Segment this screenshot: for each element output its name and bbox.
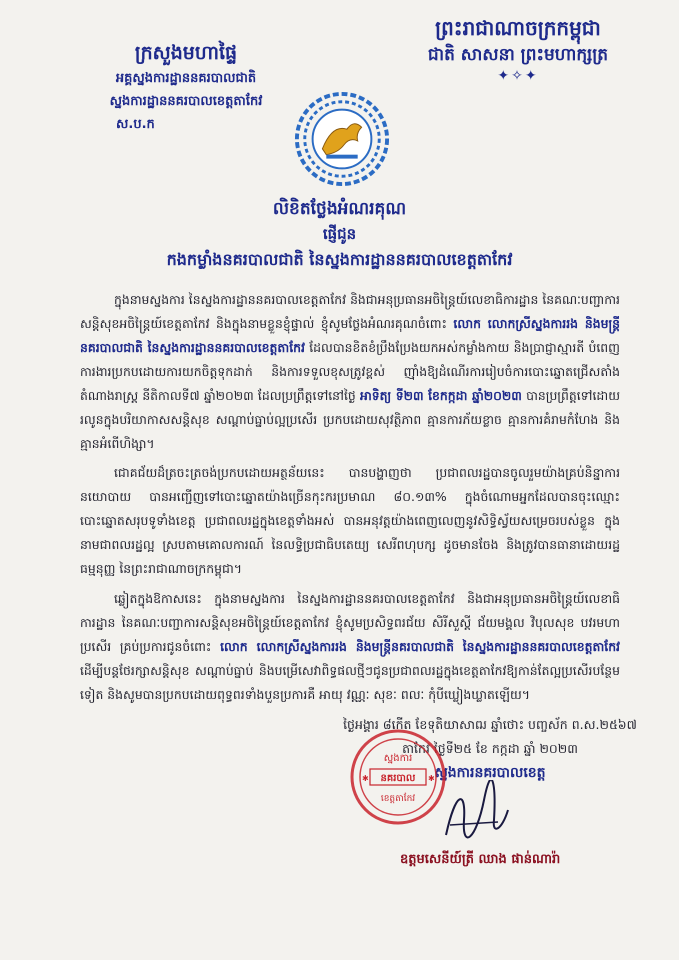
lunar-date: ថ្ងៃអង្គារ ៨កើត ខែទុតិយាសាឍ ឆ្នាំថោះ បញ្ចស័ក ព.ស.២៥៦៧ (343, 717, 637, 732)
paragraph-1-highlight: លោក លោកស្រីស្នងការរង និងមន្ត្រីនគរបាលជាតិ នៃស្នងការដ្ឋាននគរបាលខេត្តតាកែវ (80, 316, 620, 355)
letter-recipient: កងកម្លាំងនគរបាលជាតិ នៃស្នងការដ្ឋាននគរបាលខេត្តតាកែវ (166, 250, 513, 269)
paragraph-3 (80, 587, 620, 707)
handwritten-signature (436, 780, 516, 850)
paragraph-1-election-date: អាទិត្យ ទី២៣ ខែកក្កដា ឆ្នាំ២០២៣ (359, 388, 522, 403)
seal-text-top: ស្នងការ (383, 753, 413, 764)
solar-date: តាកែវ ថ្ងៃទី២៥ ខែ កក្កដា ឆ្នាំ ២០២៣ (402, 741, 578, 756)
kingdom-name: ព្រះរាជាណាចក្រកម្ពុជា (435, 16, 601, 40)
paragraph-3-text-a: ឆ្លៀតក្នុងឱកាសនេះ ក្នុងនាមស្នងការ នៃស្នងការដ្ឋាននគរបាលខេត្តតាកែវ និងជាអនុប្រធានអចិន្ត្រៃយ៍លេខាធិការដ្ឋាន នៃគណៈបញ្ជាការសន្តិសុខអចិន្ត្រៃយ៍ខេត្តតាកែវ ខ្ញុំសូមប្រសិទ្ធពរជ័យ សិរីសួស្ដី ជ័យមង្គល វិបុលសុខ បវរមហាប្រសើរ គ្រប់ប្រការជូនចំពោះ (80, 591, 620, 654)
ministry-name: ក្រសួងមហាផ្ទៃ (134, 42, 238, 64)
official-seal-stamp (348, 727, 448, 827)
svg-text:✱: ✱ (428, 774, 435, 783)
kingdom-header (403, 14, 633, 84)
paragraph-2 (80, 461, 620, 581)
paragraph-1-text-a: ក្នុងនាមស្នងការ នៃស្នងការដ្ឋាននគរបាលខេត្តតាកែវ និងជាអនុប្រធានអចិន្ត្រៃយ៍លេខាធិការដ្ឋាន នៃគណៈបញ្ជាការសន្តិសុខអចិន្ត្រៃយ៍ខេត្តតាកែវ និងក្នុងនាមខ្លួនខ្ញុំផ្ទាល់ ខ្ញុំសូមថ្លែងអំណរគុណចំពោះ (80, 292, 620, 331)
paragraph-1-text-b: ដែលបានខិតខំប្រឹងប្រែងយកអស់កម្លាំងកាយ និងប្រាជ្ញាស្មារតី បំពេញការងារប្រកបដោយការយកចិត្តទុកដាក់ និងការទទួលខុសត្រូវខ្ពស់ ញ៉ាំងឱ្យដំណើរការរៀបចំការបោះឆ្នោតជ្រើសតាំងតំណាងរាស្ត្រ នីតិកាលទី៧ ឆ្នាំ២០២៣ ដែលប្រព្រឹត្តទៅនៅថ្ងៃ (80, 340, 620, 403)
signer-name: ឧត្តមសេនីយ៍ត្រី ឈាង ផាន់ណារ៉ា (400, 852, 561, 867)
paragraph-3-text-b: ដើម្បីបន្តថែរក្សាសន្តិសុខ សណ្ដាប់ធ្នាប់ និងបម្រើសេវាពិទ្ធផលថ្មីៗជូនប្រជាពលរដ្ឋក្នុងខេត្តតាកែវឱ្យកាន់តែល្អប្រសើរបន្ថែមទៀត និងសូមបានប្រកបដោយពុទ្ធពរទាំងបួនប្រការគឺ អាយុ វណ្ណៈ សុខៈ ពលៈ កុំបីឃ្លៀងឃ្លាតឡើយ។ (80, 663, 620, 702)
letter-addressed-to: ផ្ញើជូន (322, 225, 357, 243)
seal-text-bottom: ខេត្តតាកែវ (380, 794, 416, 804)
paragraph-3-highlight-2: នៃស្នងការដ្ឋាននគរបាលខេត្តតាកែវ (462, 639, 620, 654)
paragraph-2-text: ជោគជ័យដ៏ត្រចះត្រចង់ប្រកបដោយអត្ថន័យនេះ បានបង្ហាញថា ប្រជាពលរដ្ឋបានចូលរួមយ៉ាងគ្រប់និន្នាការនយោបាយ បានអញ្ជើញទៅបោះឆ្នោតយ៉ាងច្រើនកុះករប្រមាណ ៨០.១៣% ក្នុងចំណោមអ្នកដែលបានចុះឈ្មោះបោះឆ្នោតសរុបទូទាំងខេត្ត ប្រជាពលរដ្ឋក្នុងខេត្តទាំងអស់ បានអនុវត្តយ៉ាងពេញលេញនូវសិទ្ធិស្វ័យសម្រេចរបស់ខ្លួន ក្នុងនាមជាពលរដ្ឋល្អ ស្របតាមគោលការណ៍ នៃលទ្ធិប្រជាធិបតេយ្យ សេរីពហុបក្ស ដូចមានចែង និងត្រូវបានធានាដោយរដ្ឋធម្មនុញ្ញ នៃព្រះរាជាណាចក្រកម្ពុជា។ (80, 465, 620, 576)
provincial-commissariat-name: ស្នងការដ្ឋាននគរបាលខេត្តតាកែវ (109, 94, 263, 109)
signing-office: ស្នងការនគរបាលខេត្ត (434, 765, 546, 781)
paragraph-3-highlight-1: លោក លោកស្រីស្នងការរង និងមន្ត្រីនគរបាលជាតិ (220, 639, 454, 654)
motto-ornament: ✦✧✦ (497, 68, 539, 84)
svg-text:✱: ✱ (362, 774, 369, 783)
paragraph-1 (80, 288, 620, 456)
reference-number: ស.ប.ក (116, 117, 155, 132)
letter-title: លិខិតថ្លែងអំណរគុណ (272, 199, 407, 219)
paragraph-1-text-c: បានប្រព្រឹត្តទៅដោយរលូនក្នុងបរិយាកាសសន្តិសុខ សណ្ដាប់ធ្នាប់ល្អប្រសើរ ប្រកបដោយសុវត្ថិភាព គ្មានការភ័យខ្លាច គ្មានការគំរាមកំហែង និងគ្មានអំពើហិង្សា។ (80, 388, 620, 451)
commissariat-name: អគ្គស្នងការដ្ឋាននគរបាលជាតិ (115, 71, 257, 86)
police-emblem-logo (293, 90, 391, 188)
national-motto: ជាតិ សាសនា ព្រះមហាក្សត្រ (427, 45, 609, 65)
ministry-header (86, 40, 286, 137)
seal-text-mid: នគរបាល (380, 773, 416, 784)
letter-title-block (0, 196, 679, 274)
